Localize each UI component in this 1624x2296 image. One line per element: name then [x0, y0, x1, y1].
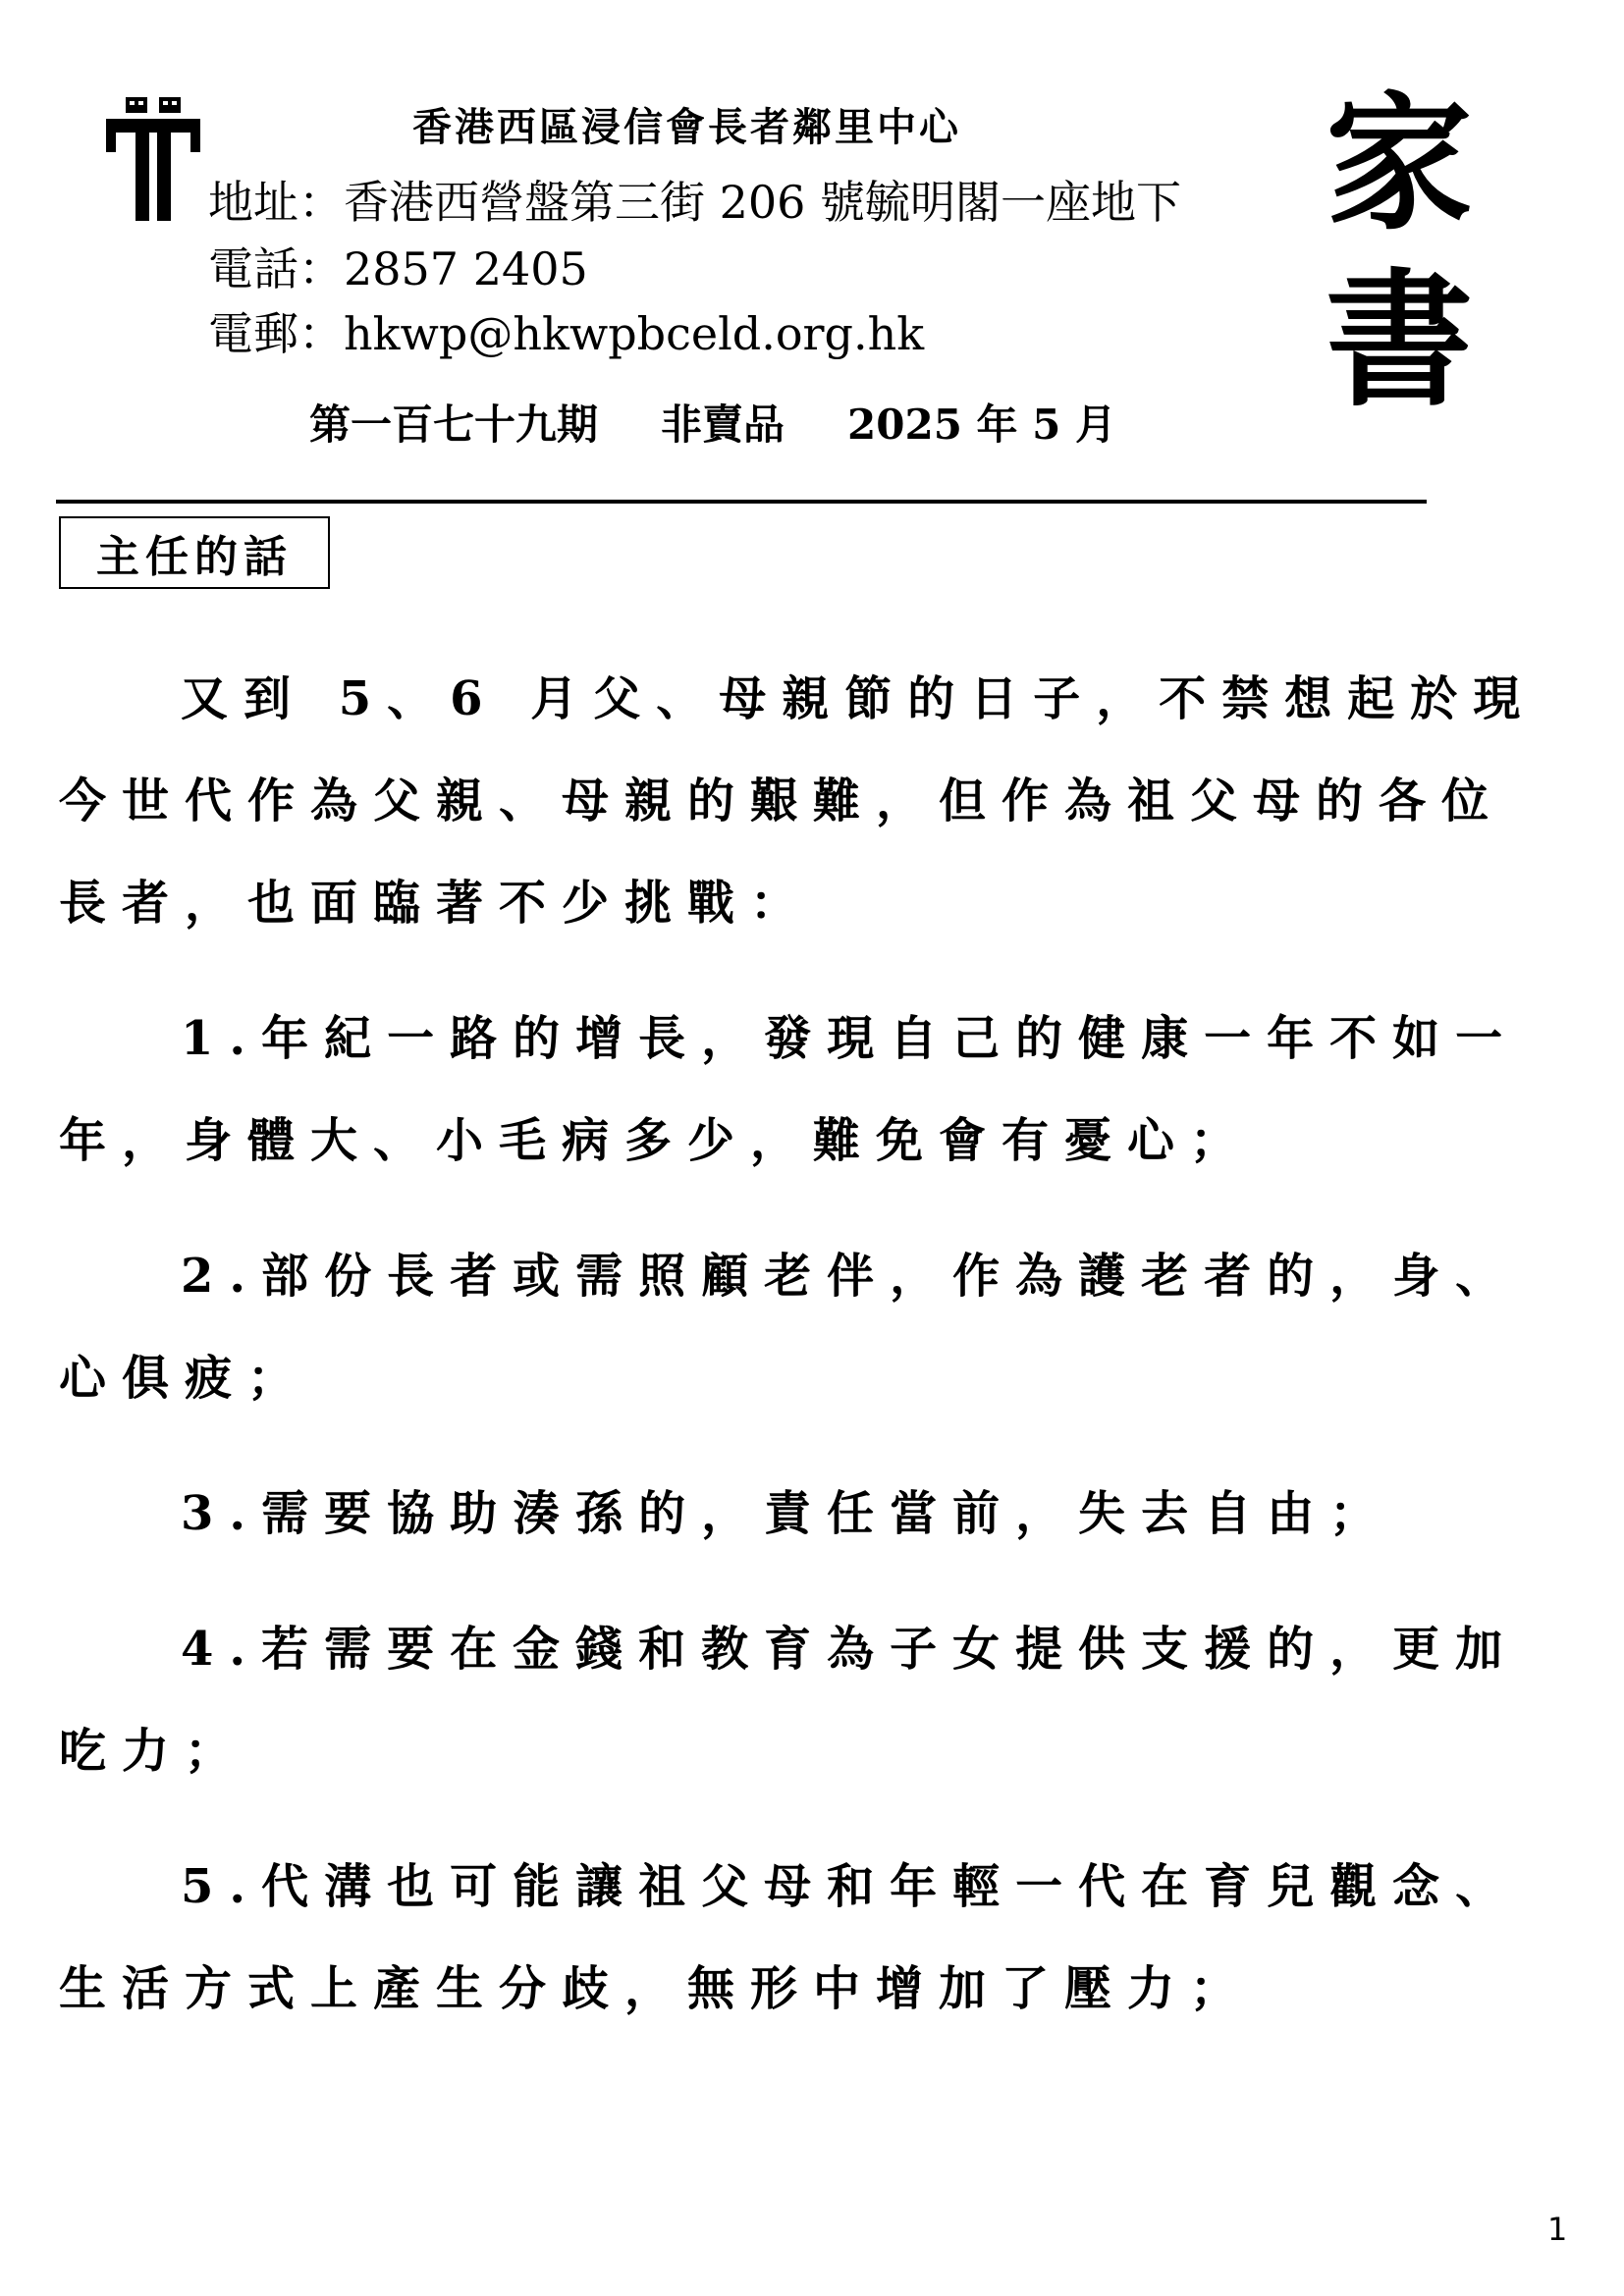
- paragraph-point-5: 5.代溝也可能讓祖父母和年輕一代在育兒觀念、生活方式上產生分歧，無形中增加了壓力；: [59, 1859, 1519, 2016]
- header-divider: [56, 500, 1427, 504]
- issue-info: [309, 393, 1116, 452]
- org-name: 香港西區浸信會長者鄰里中心: [412, 104, 961, 150]
- email-line: 電郵：hkwp@hkwpbceld.org.hk: [208, 307, 925, 360]
- article-body: [59, 648, 1551, 2073]
- newsletter-title-char-2: 書: [1326, 254, 1474, 427]
- issue-date: 2025 年 5 月: [847, 400, 1117, 449]
- newsletter-title-char-1: 家: [1326, 78, 1474, 250]
- price-note: 非賣品: [661, 400, 785, 449]
- paragraph-point-3: 3.需要協助湊孫的，責任當前，失去自由；: [181, 1486, 1393, 1541]
- address-line: 地址：香港西營盤第三街 206 號毓明閣一座地下: [208, 176, 1182, 229]
- phone-line: 電話：2857 2405: [208, 242, 588, 295]
- section-heading: 主任的話: [59, 516, 330, 589]
- paragraph-point-1: 1.年紀一路的增長，發現自己的健康一年不如一年，身體大、小毛病多少，難免會有憂心；: [59, 1011, 1519, 1168]
- church-cross-logo-icon: [106, 95, 200, 221]
- paragraph-point-2: 2.部份長者或需照顧老伴，作為護老者的，身、心俱疲；: [59, 1249, 1519, 1406]
- page-number: 1: [1547, 2211, 1568, 2248]
- paragraph-intro: 又到 5、6 月父、母親節的日子，不禁想起於現今世代作為父親、母親的艱難，但作為祖父母的各位長者，也面臨著不少挑戰：: [59, 671, 1537, 931]
- issue-number: 第一百七十九期: [309, 400, 599, 449]
- paragraph-point-4: 4.若需要在金錢和教育為子女提供支援的，更加吃力；: [59, 1622, 1519, 1779]
